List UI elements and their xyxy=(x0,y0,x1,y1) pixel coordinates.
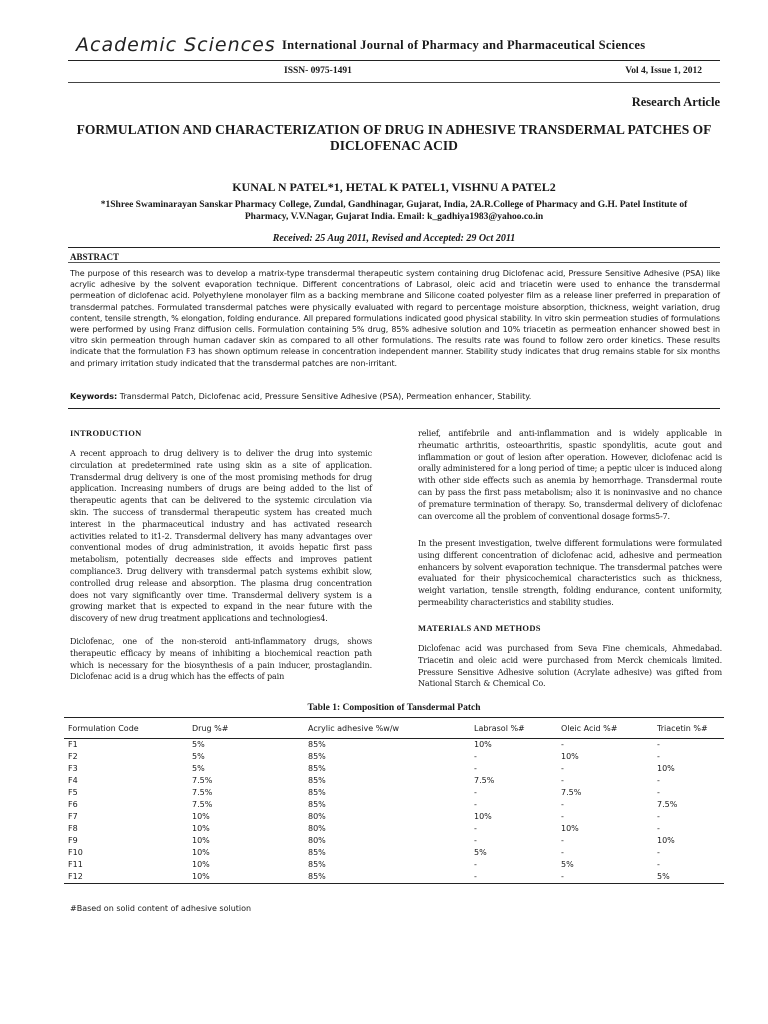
table-row xyxy=(64,787,724,799)
table-cell: 80% xyxy=(308,836,326,845)
table-cell: 5% xyxy=(653,871,724,884)
abstract-text: The purpose of this research was to develop a matrix-type transdermal therapeutic system containing drug Diclofenac acid, Pressure Sensitive Adhesive (PSA) like acrylic adhesive by the solvent evaporation technique. Different concentrations of Labrasol, oleic acid and triacetin were used to enhance the transdermal permeation of diclofenac acid. Polyethylene monolayer film as a backing membrane and Silicone coated polyester film as a release liner preferred in preparation of transdermal patches. Formulated transdermal patches were physically evaluated with regard to percentage moisture absorption, thickness, weight variation, drug content, tensile strength, % elongation, folding endurance. All prepared formulations indicated good physical stability. In vitro skin permeation studies of formulations were performed by using Franz diffusion cells. Formulation containing 5% drug, 85% adhesive solution and 10% triacetin as permeation enhancer showed best in vitro skin permeation through human cadaver skin as compared to all other formulations. The results rate was found to follow zero order kinetics. These results indicate that the formulation F3 has shown optimum release in concentration independent manner. Stability study indicates that drug remains stable for six months and primary irritation study indicated that the transdermal patches are non-irritant. xyxy=(70,269,720,368)
table-cell: - xyxy=(474,788,477,797)
table-header: Formulation Code xyxy=(64,718,188,739)
table-row xyxy=(64,835,724,847)
table-row xyxy=(64,811,724,823)
table-header: Labrasol %# xyxy=(470,718,557,739)
table-cell: F12 xyxy=(64,871,188,884)
table-cell: - xyxy=(561,812,564,821)
table-row xyxy=(64,823,724,835)
table-cell: - xyxy=(561,776,564,785)
table-cell: - xyxy=(657,788,660,797)
table-footnote: #Based on solid content of adhesive solution xyxy=(70,904,252,913)
table-cell: - xyxy=(561,740,564,749)
table-cell: 10% xyxy=(657,836,675,845)
table-header: Acrylic adhesive %w/w xyxy=(304,718,470,739)
table-cell: 10% xyxy=(561,824,579,833)
table-cell: - xyxy=(657,860,660,869)
table-row xyxy=(64,799,724,811)
table-cell: 10% xyxy=(192,848,210,857)
table-cell: 5% xyxy=(561,860,574,869)
received-dates: Received: 25 Aug 2011, Revised and Accepted: 29 Oct 2011 xyxy=(272,233,516,244)
table-cell: 7.5% xyxy=(561,788,582,797)
table-cell: - xyxy=(561,800,564,809)
table-cell: F2 xyxy=(68,752,78,761)
table-cell: 7.5% xyxy=(192,776,213,785)
table-row xyxy=(64,739,724,752)
introduction-paragraph-2: Diclofenac, one of the non-steroid anti-inflammatory drugs, shows therapeutic efficacy by means of inhibiting a biochemical reaction path which is necessary for the biosynthesis of a pain inducer, prostaglandin. Diclofenac acid is a drug which has the effects of pain xyxy=(70,636,372,682)
author-list: KUNAL N PATEL*1, HETAL K PATEL1, VISHNU A PATEL2 xyxy=(232,180,556,194)
table-cell: - xyxy=(557,871,653,884)
table-cell: 10% xyxy=(192,836,210,845)
table-cell: F5 xyxy=(68,788,78,797)
table-cell: 10% xyxy=(561,752,579,761)
table-cell: - xyxy=(474,824,477,833)
table-cell: 10% xyxy=(192,860,210,869)
table-cell: 85% xyxy=(308,740,326,749)
table-row xyxy=(64,859,724,871)
table-cell: 85% xyxy=(304,871,470,884)
table-cell: 10% xyxy=(657,764,675,773)
table-cell: 80% xyxy=(308,824,326,833)
table-cell: 5% xyxy=(192,752,205,761)
introduction-paragraph-2-continued: relief, antifebrile and anti-inflammation and is widely applicable in rheumatic arthritis, osteoarthritis, spastic spondylitis, acute gout and inflammation or gout of lesion after operation. However, diclofenac acid is orally administered for a long period of time; a peptic ulcer is induced along with other side effects such as anemia by hemorrhage. Transdermal route can by pass the first pass metabolism; also it is noninvasive and no chance of premature termination of therapy. So, transdermal delivery of diclofenac can overcome all the problem of conventional dosage forms5-7. xyxy=(418,428,722,521)
table-cell: F10 xyxy=(68,848,83,857)
table-cell: 10% xyxy=(192,812,210,821)
table-row xyxy=(64,847,724,859)
table-cell: F3 xyxy=(68,764,78,773)
table-cell: F7 xyxy=(68,812,78,821)
table-header-row xyxy=(64,718,724,739)
affiliations: *1Shree Swaminarayan Sanskar Pharmacy College, Zundal, Gandhinagar, Gujarat, India, 2A.R.College of Pharmacy and G.H. Patel Institute of Pharmacy, V.V.Nagar, Gujarat India. Email: k_gadhiya1983@yahoo.co.in xyxy=(100,200,688,222)
table-body xyxy=(64,739,724,884)
abstract-bottom-rule xyxy=(68,408,720,409)
table-caption: Table 1: Composition of Tansdermal Patch xyxy=(307,703,481,713)
table-cell: 85% xyxy=(308,848,326,857)
paper-title: FORMULATION AND CHARACTERIZATION OF DRUG IN ADHESIVE TRANSDERMAL PATCHES OF DICLOFENAC ACID xyxy=(76,122,712,153)
article-type: Research Article xyxy=(631,95,720,109)
table-cell: 5% xyxy=(192,764,205,773)
introduction-heading: INTRODUCTION xyxy=(70,428,142,438)
table-cell: 85% xyxy=(308,752,326,761)
table-cell: - xyxy=(474,764,477,773)
table-cell: - xyxy=(657,740,660,749)
table-cell: 85% xyxy=(308,860,326,869)
table-cell: 10% xyxy=(474,812,492,821)
table-cell: - xyxy=(474,836,477,845)
methods-heading: MATERIALS AND METHODS xyxy=(418,623,541,633)
header-divider-lower xyxy=(68,82,720,83)
table-cell: 10% xyxy=(188,871,304,884)
table-cell: - xyxy=(561,836,564,845)
table-header: Oleic Acid %# xyxy=(557,718,653,739)
table-cell: 85% xyxy=(308,788,326,797)
table-cell: 5% xyxy=(474,848,487,857)
table-row xyxy=(64,775,724,787)
table-cell: - xyxy=(470,871,557,884)
table-cell: 85% xyxy=(308,800,326,809)
methods-paragraph-1: Diclofenac acid was purchased from Seva Fine chemicals, Ahmedabad. Triacetin and oleic acid were purchased from Merck chemicals limited. Pressure Sensitive Adhesive solution (Acrylate adhesive) was gifted from National Starch & Chemical Co. xyxy=(418,643,722,689)
table-cell: - xyxy=(657,848,660,857)
table-row xyxy=(64,871,724,884)
table-cell: F1 xyxy=(68,740,78,749)
journal-name: International Journal of Pharmacy and Pharmaceutical Sciences xyxy=(282,38,646,52)
table-cell: - xyxy=(657,824,660,833)
table-cell: - xyxy=(561,848,564,857)
table-row xyxy=(64,763,724,775)
table-cell: F8 xyxy=(68,824,78,833)
table-cell: 5% xyxy=(192,740,205,749)
table-cell: 7.5% xyxy=(474,776,495,785)
header-divider xyxy=(68,60,720,61)
table-cell: - xyxy=(474,860,477,869)
table-cell: - xyxy=(657,752,660,761)
table-cell: 7.5% xyxy=(192,788,213,797)
table-header: Drug %# xyxy=(188,718,304,739)
table-cell: 7.5% xyxy=(657,800,678,809)
abstract-heading-rule xyxy=(68,262,720,263)
abstract-heading: ABSTRACT xyxy=(70,252,120,262)
table-cell: - xyxy=(474,752,477,761)
keywords-text: Transdermal Patch, Diclofenac acid, Pressure Sensitive Adhesive (PSA), Permeation enhancer, Stability. xyxy=(119,392,532,401)
publisher-logo: Academic Sciences xyxy=(76,34,276,56)
table-cell: 10% xyxy=(192,824,210,833)
table-cell: F4 xyxy=(68,776,78,785)
table-cell: - xyxy=(657,776,660,785)
table-cell: F9 xyxy=(68,836,78,845)
table-cell: F11 xyxy=(68,860,83,869)
table-cell: F6 xyxy=(68,800,78,809)
table-header: Triacetin %# xyxy=(653,718,724,739)
table-cell: 85% xyxy=(308,776,326,785)
table-cell: 80% xyxy=(308,812,326,821)
table-cell: - xyxy=(561,764,564,773)
abstract-top-rule xyxy=(68,247,720,248)
table-cell: 85% xyxy=(308,764,326,773)
introduction-paragraph-3: In the present investigation, twelve different formulations were formulated using different concentration of diclofenac acid, adhesive and permeation enhancers by solvent evaporation technique. The transdermal patches were evaluated for their physicochemical characteristics such as thickness, weight variation, tensile strength, folding endurance, content uniformity, permeability characteristics and stability studies. xyxy=(418,538,722,607)
volume-issue: Vol 4, Issue 1, 2012 xyxy=(625,66,702,76)
introduction-paragraph-1: A recent approach to drug delivery is to deliver the drug into systemic circulation at predetermined rate using skin as a site of application. Transdermal drug delivery is one of the most promising methods for drug application. Increasing numbers of drugs are being added to the list of therapeutic agents that can be delivered to the systemic circulation via skin. The success of transdermal therapeutic system has created much interest in the pharmaceutical industry and has activated research activities related to it1-2. Transdermal delivery has many advantages over conventional modes of drug administration, it avoids hepatic first pass metabolism, potentially decreases side effects and improves patient compliance3. Drug delivery with transdermal patch systems exhibit slow, controlled drug release and absorption. The plasma drug concentration does not vary significantly over time. Transdermal delivery system is a growing market that is expected to expand in the near future with the discovery of new drug treatment applications and technologies4. xyxy=(70,448,372,624)
composition-table xyxy=(64,717,724,884)
table-row xyxy=(64,751,724,763)
table-cell: 7.5% xyxy=(192,800,213,809)
issn: ISSN- 0975-1491 xyxy=(284,66,352,76)
table-cell: 10% xyxy=(474,740,492,749)
table-cell: - xyxy=(474,800,477,809)
table-cell: - xyxy=(657,812,660,821)
keywords xyxy=(70,392,720,401)
keywords-label: Keywords: xyxy=(70,392,118,401)
